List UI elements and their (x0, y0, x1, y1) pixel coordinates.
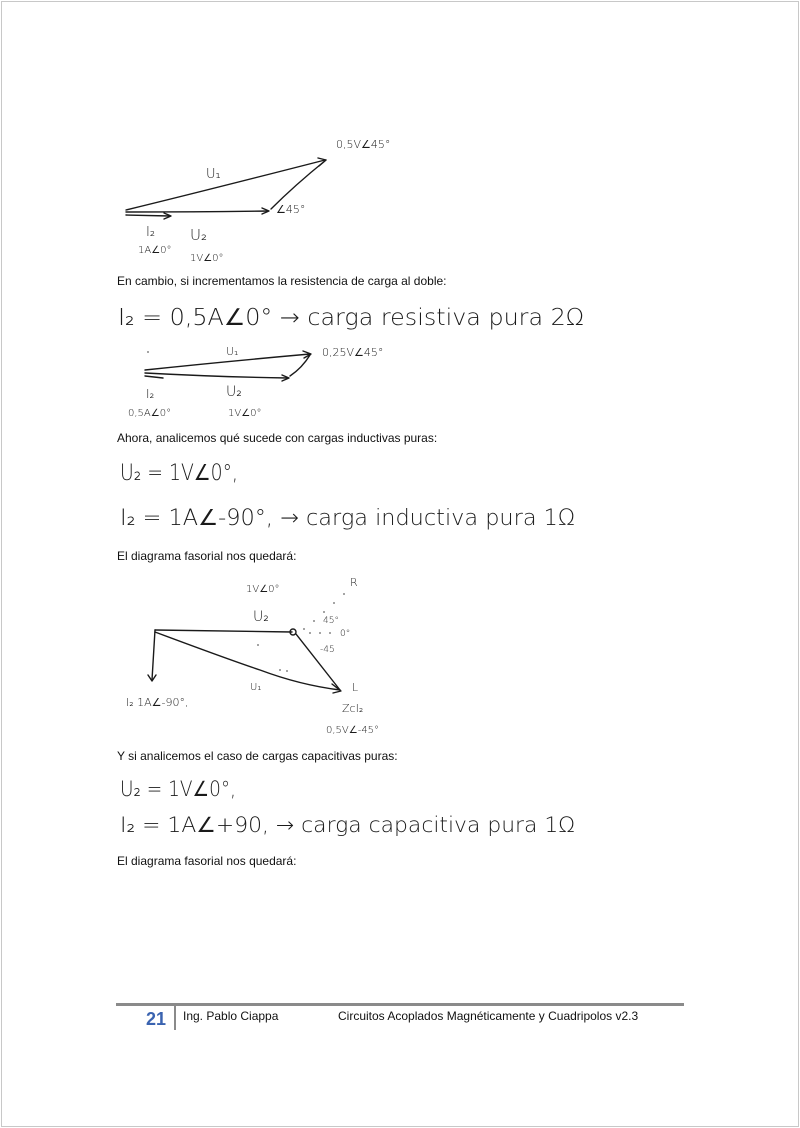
label-tip: 0,5V∠45° (336, 138, 391, 151)
u2-arrow (145, 373, 288, 378)
equation-resistive-2ohm: I₂ = 0,5A∠0° → carga resistiva pura 2Ω (118, 305, 584, 331)
paragraph-double-resistance: En cambio, si incrementamos la resistencia de carga al doble: (117, 274, 447, 288)
phasor-diagram-inductive (126, 576, 379, 736)
phasor-diagram-resistive-1ohm (126, 138, 390, 264)
label-i2: I₂ 1A∠-90°, (126, 696, 189, 709)
label-u1: U₁ (206, 167, 221, 182)
label-u2: U₂ (226, 384, 242, 400)
footer-author: Ing. Pablo Ciappa (183, 1009, 279, 1023)
paragraph-capacitive: Y si analicemos el caso de cargas capacitivas puras: (117, 749, 398, 763)
paragraph-inductive: Ahora, analicemos qué sucede con cargas inductivas puras: (117, 431, 438, 445)
label-angle: ∠45° (276, 203, 306, 216)
footer-separator (174, 1006, 176, 1030)
i2-arrow (126, 215, 170, 216)
label-u2: U₂ (190, 226, 207, 244)
i2-arrow (145, 376, 163, 378)
zc-i2-arrow (296, 634, 340, 690)
label-u2: U₂ (253, 609, 269, 625)
drop-arrow (290, 355, 310, 376)
label-i2: I₂ (146, 387, 155, 401)
label-minus45: -45 (320, 645, 335, 655)
paragraph-phasor-diagram-2: El diagrama fasorial nos quedará: (117, 854, 297, 868)
label-u1: U₁ (250, 682, 262, 693)
paragraph-phasor-diagram: El diagrama fasorial nos quedará: (117, 549, 297, 563)
label-r: R (350, 576, 358, 589)
label-l: L (352, 681, 359, 694)
label-0: 0° (340, 629, 351, 639)
page-number: 21 (146, 1009, 167, 1029)
equation-i2-capacitive: I₂ = 1A∠+90, → carga capacitiva pura 1Ω (120, 813, 575, 837)
footer-divider (116, 1003, 684, 1006)
u1-arrow (155, 632, 340, 690)
label-u2-value: 1V∠0° (228, 408, 262, 419)
u2-arrow (126, 211, 268, 212)
i2-arrow (152, 630, 155, 680)
label-u2-value: 1V∠0° (190, 253, 224, 264)
equation-u2-capacitive: U₂ = 1V∠0°, (120, 777, 236, 801)
equation-u2-inductive: U₂ = 1V∠0°, (120, 461, 238, 486)
label-u2-value: 1V∠0° (246, 584, 280, 595)
label-i2-value: 1A∠0° (138, 245, 172, 256)
label-45: 45° (323, 616, 339, 626)
phasor-diagram-resistive-2ohm (128, 345, 383, 419)
label-tip: 0,25V∠45° (322, 346, 384, 359)
label-zc-i2: ZcI₂ (342, 702, 364, 715)
label-i2: I₂ (146, 225, 156, 240)
equation-i2-inductive: I₂ = 1A∠-90°, → carga inductiva pura 1Ω (120, 506, 575, 531)
u2-arrow (155, 630, 292, 632)
footer-title: Circuitos Acoplados Magnéticamente y Cuadripolos v2.3 (338, 1009, 639, 1023)
label-i2-value: 0,5A∠0° (128, 408, 172, 419)
label-u1: U₁ (226, 345, 239, 358)
label-zc-i2-value: 0,5V∠-45° (326, 725, 380, 736)
